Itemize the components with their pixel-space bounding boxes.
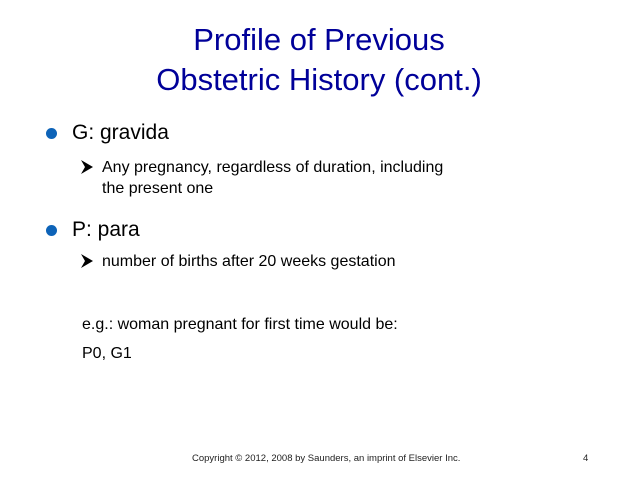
sub-bullet-item (80, 157, 572, 199)
sub-bullet-item (80, 251, 572, 272)
sub-bullet-text (102, 157, 572, 199)
example-line-1: e.g.: woman pregnant for first time would be: (82, 316, 398, 333)
sub-bullet-text (102, 251, 572, 272)
bullet-item-gravida (46, 121, 169, 145)
sub-bullet-line-1: Any pregnancy, regardless of duration, including (102, 159, 444, 176)
bullet-item-para (46, 218, 140, 242)
copyright-notice: Copyright © 2012, 2008 by Saunders, an imprint of Elsevier Inc. (192, 453, 461, 464)
page-number: 4 (583, 453, 589, 464)
bullet-dot-icon (46, 225, 57, 236)
arrow-bullet-icon (80, 158, 94, 176)
sub-bullet-line-1: number of births after 20 weeks gestation (102, 253, 396, 270)
bullet-label: P: para (72, 218, 140, 241)
arrow-bullet-icon (80, 252, 94, 270)
sub-bullet-line-2: the present one (102, 180, 214, 197)
slide-title-line-1: Profile of Previous (193, 22, 445, 57)
bullet-dot-icon (46, 128, 57, 139)
bullet-label: G: gravida (72, 121, 169, 144)
example-line-2: P0, G1 (82, 345, 132, 362)
slide-title-line-2: Obstetric History (cont.) (156, 62, 482, 97)
